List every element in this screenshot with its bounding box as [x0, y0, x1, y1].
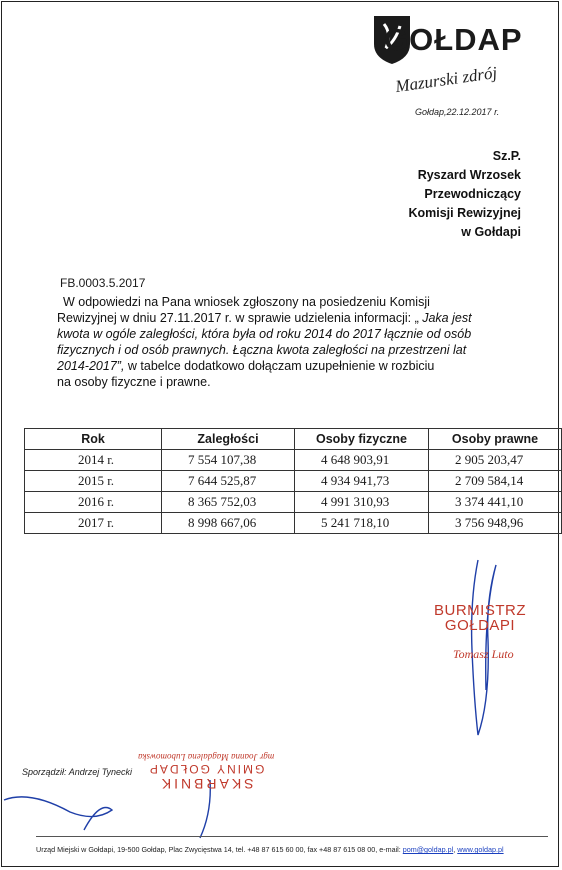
- cell-arrears: 8 998 667,06: [162, 513, 295, 534]
- footer-email-link[interactable]: pom@goldap.pl: [402, 845, 454, 854]
- mayor-stamp-title: BURMISTRZ: [434, 602, 526, 619]
- body-line-4: fizycznych i od osób prawnych. Łączna kwota zaległości na przestrzeni lat: [57, 343, 467, 357]
- tagline: Mazurski zdrój: [394, 62, 499, 97]
- cell-individuals: 4 934 941,73: [295, 471, 429, 492]
- footer-website-link[interactable]: www.goldap.pl: [457, 845, 504, 854]
- footer-divider: [36, 836, 548, 837]
- footer-separator: ,: [453, 845, 458, 854]
- cell-individuals: 4 648 903,91: [295, 450, 429, 471]
- addressee-place: w Gołdapi: [461, 225, 521, 239]
- mayor-stamp-place: GOŁDAPI: [444, 617, 516, 634]
- cell-arrears: 7 554 107,38: [162, 450, 295, 471]
- footer-address: Urząd Miejski w Gołdapi, 19-500 Gołdap, Plac Zwycięstwa 14, tel. +48 87 615 60 00, fax +48 87 615 08 00, e-mail:: [36, 845, 403, 854]
- body-line-3: kwota w ogóle zaległości, która była od roku 2014 do 2017 łącznie od osób: [57, 327, 472, 341]
- cell-individuals: 5 241 718,10: [295, 513, 429, 534]
- addressee-committee: Komisji Rewizyjnej: [408, 206, 521, 220]
- cell-arrears: 8 365 752,03: [162, 492, 295, 513]
- treasurer-stamp-title: SKARBNIK: [158, 776, 254, 792]
- header-arrears: Zaległości: [162, 429, 295, 450]
- addressee-role: Przewodniczący: [424, 187, 521, 201]
- logo-text: GOŁDAP: [384, 22, 523, 57]
- treasurer-stamp-org: GMINY GOŁDAP: [147, 762, 265, 776]
- treasurer-stamp: [138, 752, 274, 792]
- mayor-name: Tomasz Luto: [453, 647, 514, 661]
- cell-individuals: 4 991 310,93: [295, 492, 429, 513]
- footer: [36, 845, 504, 854]
- header-legal-entities: Osoby prawne: [429, 429, 562, 450]
- body-line-5-quote: 2014-2017”,: [57, 359, 125, 373]
- addressee-salutation: Sz.P.: [492, 149, 521, 163]
- body-line-1: W odpowiedzi na Pana wniosek zgłoszony na posiedzeniu Komisji: [63, 295, 430, 309]
- reference-number: FB.0003.5.2017: [60, 276, 146, 290]
- prepared-by: Sporządził: Andrzej Tynecki: [22, 767, 133, 777]
- mayor-stamp: [434, 603, 526, 633]
- header-individuals: Osoby fizyczne: [295, 429, 429, 450]
- body-line-6: na osoby fizyczne i prawne.: [57, 375, 211, 389]
- cell-legal-entities: 2 709 584,14: [429, 471, 562, 492]
- cell-legal-entities: 3 756 948,96: [429, 513, 562, 534]
- body-line-2a: Rewizyjnej w dniu 27.11.2017 r. w sprawie udzielenia informacji: „: [57, 311, 423, 325]
- body-line-2-quote: Jaka jest: [422, 311, 472, 325]
- addressee-name: Ryszard Wrzosek: [417, 168, 521, 182]
- cell-legal-entities: 3 374 441,10: [429, 492, 562, 513]
- header-year: Rok: [25, 429, 162, 450]
- body-line-5b: w tabelce dodatkowo dołączam uzupełnienie w rozbiciu: [124, 359, 435, 373]
- cell-year: 2015 r.: [25, 471, 162, 492]
- cell-year: 2017 r.: [25, 513, 162, 534]
- cell-year: 2014 r.: [25, 450, 162, 471]
- cell-year: 2016 r.: [25, 492, 162, 513]
- cell-arrears: 7 644 525,87: [162, 471, 295, 492]
- date-line: Gołdap,22.12.2017 r.: [415, 107, 500, 117]
- treasurer-stamp-name: mgr Joanna Magdalena Lubomowska: [138, 752, 275, 762]
- cell-legal-entities: 2 905 203,47: [429, 450, 562, 471]
